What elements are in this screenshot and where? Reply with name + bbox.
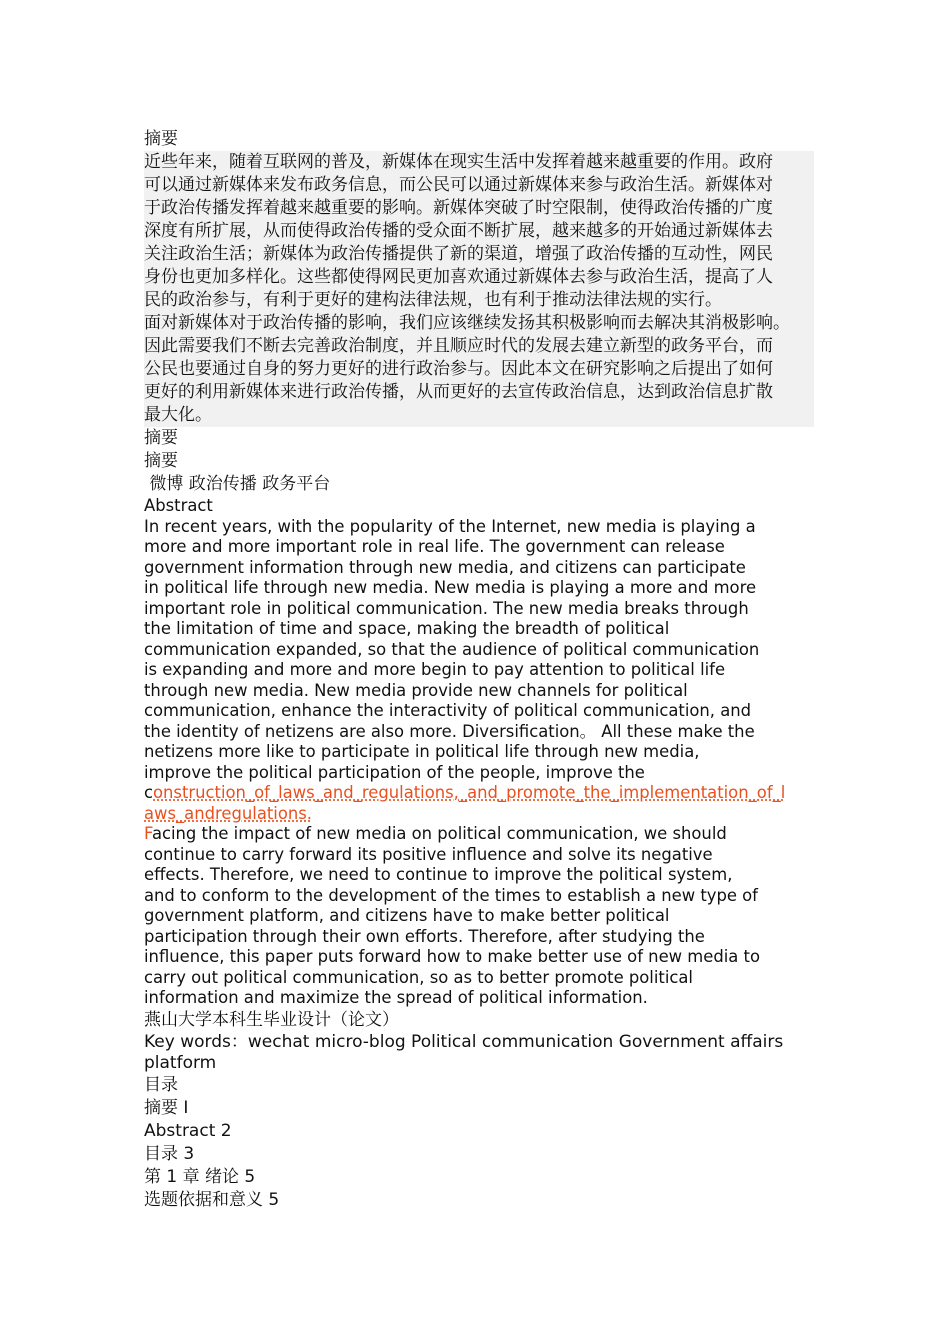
cn-abstract-repeat-heading: 摘要 — [144, 451, 178, 471]
flagged-text: onstruction_of_laws_and_regulations,_and_promote_the_implementation_of_l — [153, 783, 786, 802]
cn-para2-line: 面对新媒体对于政治传播的影响，我们应该继续发扬其积极影响而去解决其消极影响。 — [144, 312, 814, 335]
cn-para1-line: 近些年来，随着互联网的普及，新媒体在现实生活中发挥着越来越重要的作用。政府 — [144, 151, 814, 174]
toc-item[interactable]: 第 1 章 绪论 5 — [144, 1166, 256, 1187]
en-para1-line: government information through new media, and citizens can participate — [144, 557, 746, 577]
cn-abstract-para2 — [144, 312, 814, 427]
cn-para1-line: 深度有所扩展，从而使得政治传播的受众面不断扩展，越来越多的开始通过新媒体去 — [144, 220, 814, 243]
en-para1-line: communication expanded, so that the audience of political communication — [144, 639, 760, 659]
cn-para2-line: 因此需要我们不断去完善政治制度，并且顺应时代的发展去建立新型的政务平台，而 — [144, 335, 814, 358]
en-para2-line: carry out political communication, so as to better promote political — [144, 967, 693, 987]
cn-para1-line: 民的政治参与，有利于更好的建构法律法规，也有利于推动法律法规的实行。 — [144, 289, 814, 312]
cn-para1-line: 身份也更加多样化。这些都使得网民更加喜欢通过新媒体去参与政治生活，提高了人 — [144, 266, 814, 289]
toc-heading: 目录 — [144, 1074, 178, 1095]
en-para1-line: through new media. New media provide new channels for political — [144, 680, 688, 700]
en-para2-line: continue to carry forward its positive influence and solve its negative — [144, 844, 713, 864]
en-para1-line-first-char: c — [144, 783, 154, 802]
cn-para2-line: 更好的利用新媒体来进行政治传播，从而更好的去宣传政治信息，达到政治信息扩散 — [144, 381, 814, 404]
cn-keywords: 微博 政治传播 政务平台 — [144, 474, 331, 494]
en-para1-line: is expanding and more and more begin to pay attention to political life — [144, 660, 726, 679]
university-line: 燕山大学本科生毕业设计（论文） — [144, 1009, 399, 1030]
en-para2-line: influence, this paper puts forward how to make better use of new media to — [144, 947, 760, 966]
document-page — [144, 128, 814, 1212]
en-para2-line: and to conform to the development of the times to establish a new type of — [144, 885, 758, 905]
cn-para1-line: 关注政治生活；新媒体为政治传播提供了新的渠道，增强了政治传播的互动性，网民 — [144, 243, 814, 266]
flagged-first-letter: F — [144, 824, 152, 843]
cn-para1-line: 于政治传播发挥着越来越重要的影响。新媒体突破了时空限制，使得政治传播的广度 — [144, 197, 814, 220]
en-para2-line-rest: acing the impact of new media on political communication, we should — [151, 824, 727, 843]
flagged-text: aws_andregulations. — [144, 803, 313, 823]
cn-para2-line: 公民也要通过自身的努力更好的进行政治参与。因此本文在研究影响之后提出了如何 — [144, 358, 814, 381]
toc-item[interactable]: 摘要 I — [144, 1097, 189, 1118]
en-para1-line: the limitation of time and space, making the breadth of political — [144, 619, 670, 638]
en-para1-line: the identity of netizens are also more. Diversification。 All these make the — [144, 721, 755, 741]
en-abstract — [144, 496, 814, 1009]
en-para2-line: effects. Therefore, we need to continue to improve the political system, — [144, 865, 733, 884]
en-abstract-heading: Abstract — [144, 496, 213, 515]
en-para1-line: in political life through new media. New media is playing a more and more — [144, 578, 757, 597]
en-para1-line: important role in political communication. The new media breaks through — [144, 598, 749, 618]
cn-para1-line: 可以通过新媒体来发布政务信息，而公民可以通过新媒体来参与政治生活。新媒体对 — [144, 174, 814, 197]
en-para1-line: more and more important role in real life. The government can release — [144, 537, 725, 556]
cn-abstract-heading: 摘要 — [144, 129, 178, 149]
cn-abstract-repeat-heading: 摘要 — [144, 428, 178, 448]
en-keywords-line: Key words：wechat micro-blog Political communication Government affairs — [144, 1031, 784, 1052]
cn-abstract-para1 — [144, 151, 814, 312]
toc-item[interactable]: 选题依据和意义 5 — [144, 1189, 280, 1210]
cn-para2-line: 最大化。 — [144, 404, 814, 427]
en-para1-line: improve the political participation of the people, improve the — [144, 762, 645, 782]
en-para1-line: In recent years, with the popularity of the Internet, new media is playing a — [144, 516, 756, 536]
toc-item[interactable]: Abstract 2 — [144, 1120, 232, 1141]
en-para1-line-flagged — [144, 783, 814, 804]
en-para1-line: netizens more like to participate in political life through new media, — [144, 742, 700, 761]
en-para2-line: government platform, and citizens have to make better political — [144, 906, 670, 925]
table-of-contents — [144, 1074, 814, 1212]
en-para2-line: information and maximize the spread of political information. — [144, 988, 648, 1007]
en-para2-line: participation through their own efforts. Therefore, after studying the — [144, 926, 705, 946]
en-para2-line — [144, 824, 814, 845]
en-keywords-line: platform — [144, 1052, 217, 1073]
toc-item[interactable]: 目录 3 — [144, 1143, 195, 1164]
en-para1-line: communication, enhance the interactivity of political communication, and — [144, 701, 752, 720]
